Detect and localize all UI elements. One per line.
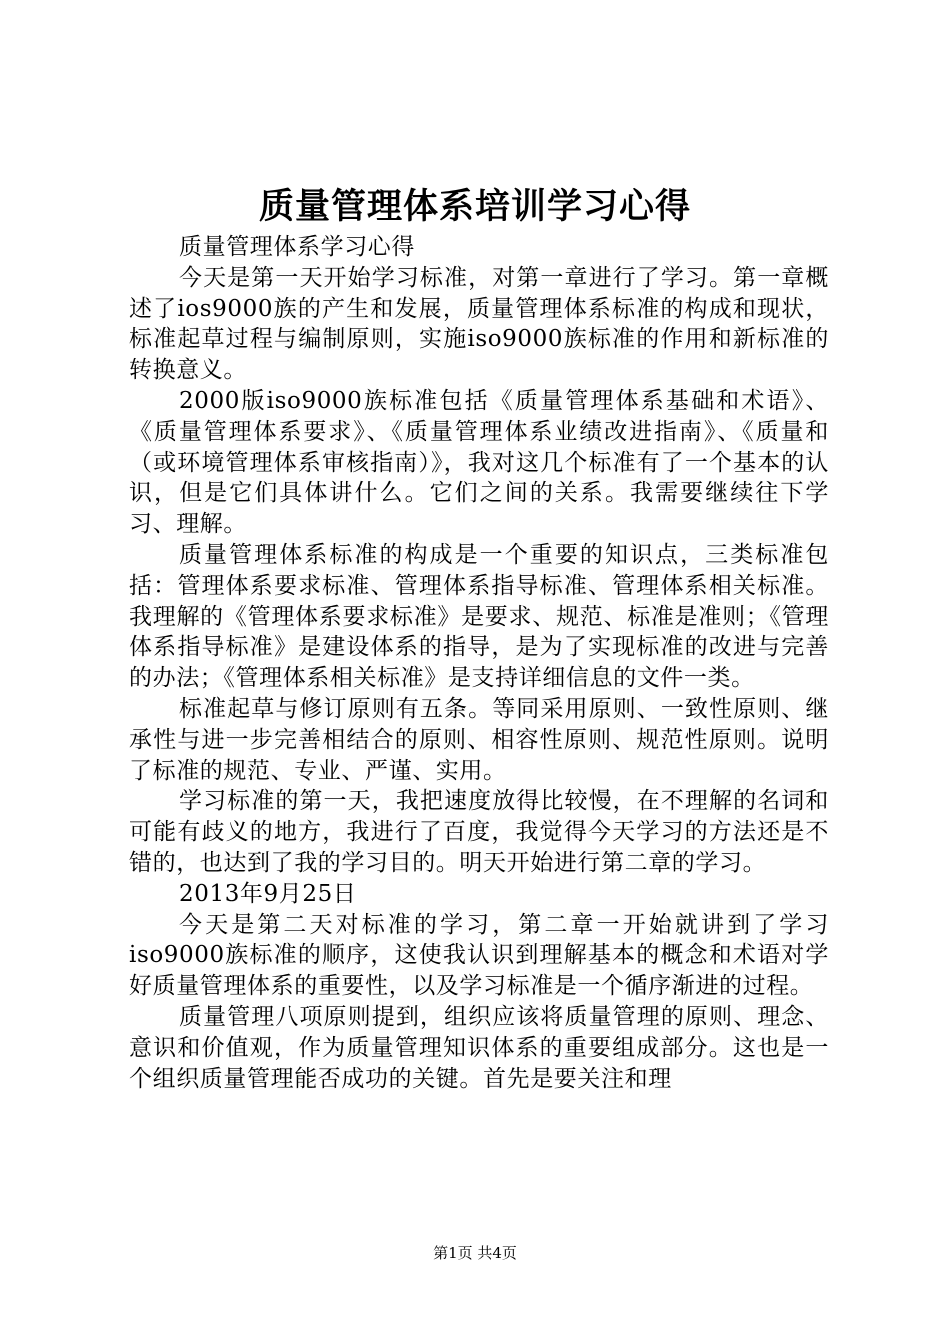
page-footer: 第1页 共4页 (433, 1244, 517, 1262)
date-line: 2013年9月25日 (179, 880, 357, 907)
paragraph: 质量管理体系学习心得 (179, 234, 415, 260)
paragraph: 今天是第一天开始学习标准，对第一章进行了学习。第一章概述了ios9000族的产生和发展，质量管理体系标准的构成和现状，标准起草过程与编制原则，实施iso9000族标准的作用和新标准的转换意义。 (129, 264, 829, 384)
paragraph: 标准起草与修订原则有五条。等同采用原则、一致性原则、继承性与进一步完善相结合的原则、相容性原则、规范性原则。说明了标准的规范、专业、严谨、实用。 (129, 695, 829, 784)
document-title: 质量管理体系培训学习心得 (258, 186, 691, 227)
paragraph: 2000版iso9000族标准包括《质量管理体系基础和术语》、《质量管理体系要求》、《质量管理体系业绩改进指南》、《质量和（或环境管理体系审核指南）》，我对这几个标准有了一个基本的认识，但是它们具体讲什么。它们之间的关系。我需要继续往下学习、理解。 (129, 387, 829, 538)
paragraph: 今天是第二天对标准的学习，第二章一开始就讲到了学习iso9000族标准的顺序，这使我认识到理解基本的概念和术语对学好质量管理体系的重要性，以及学习标准是一个循序渐进的过程。 (129, 911, 829, 1000)
paragraph: 质量管理八项原则提到，组织应该将质量管理的原则、理念、意识和价值观，作为质量管理知识体系的重要组成部分。这也是一个组织质量管理能否成功的关键。首先是要关注和理 (129, 1003, 829, 1092)
paragraph: 学习标准的第一天，我把速度放得比较慢，在不理解的名词和可能有歧义的地方，我进行了百度，我觉得今天学习的方法还是不错的，也达到了我的学习目的。明天开始进行第二章的学习。 (129, 788, 829, 876)
paragraph: 质量管理体系标准的构成是一个重要的知识点，三类标准包括：管理体系要求标准、管理体系指导标准、管理体系相关标准。我理解的《管理体系要求标准》是要求、规范、标准是准则；《管理体系指导标准》是建设体系的指导，是为了实现标准的改进与完善的办法；《管理体系相关标准》是支持详细信息的文件一类。 (129, 541, 829, 692)
document-body (129, 232, 829, 1094)
